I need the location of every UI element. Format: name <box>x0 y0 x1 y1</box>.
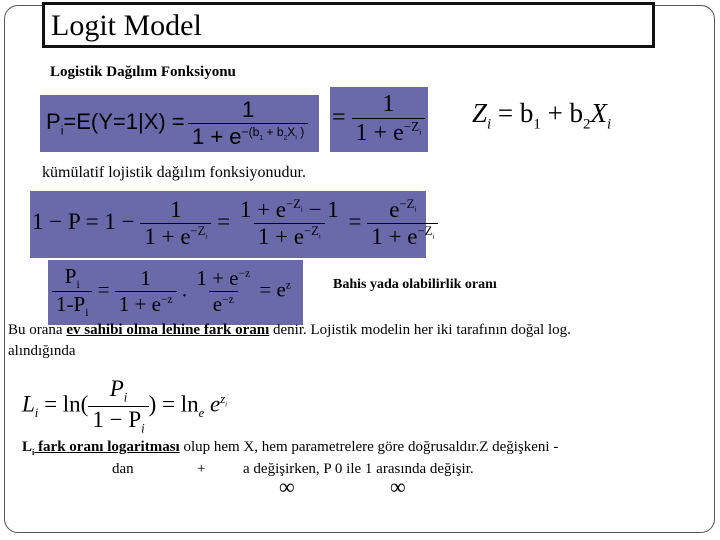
paragraph-3-dan: dan <box>112 461 134 477</box>
paragraph-3: a değişirken, P 0 ile 1 arasında değişir. <box>243 461 474 477</box>
eq5: $\frac{P_i}{1-P_i}$ = $\frac{1}{1 + e^{-z}}$ . $\frac{1 + e^{-z}}{e^{-z}}$ = $e^z$ <box>52 264 291 319</box>
eq3: $Z_i = b_1 + b_2X_i$ <box>472 98 612 133</box>
infinity-symbol-1: ∞ <box>279 474 295 499</box>
equation-box-1 <box>40 95 319 152</box>
eq2: = $\frac{1}{1 + e^{-Z_i}}$ <box>332 91 425 147</box>
eq1-lhs: $P_i=E(Y=1|X)$ = <box>46 109 185 138</box>
paragraph-1: Bu orana ev sahibi olma lehine fark oranı denir. Lojistik modelin her iki tarafının doğal log. <box>8 322 571 338</box>
odds-label: Bahis yada olabilirlik oranı <box>333 277 497 292</box>
cdf-text: kümülatif lojistik dağılım fonksiyonudur. <box>42 164 306 181</box>
equation-box-4 <box>30 191 435 258</box>
subtitle: Logistik Dağılım Fonksiyonu <box>50 64 236 80</box>
eq1-fraction: $\frac{1}{1 + e^{-(b_1 + b_2X_i )}}$ <box>188 97 308 150</box>
equation-box-5 <box>48 260 303 325</box>
eq6: $L_i = \ln$( $\frac{P_i}{1 - P_i}$ ) = $\ln_e e^{z_i}$ <box>22 376 228 436</box>
eq4: 1 − P = 1 − $\frac{1}{1 + e^{-Z_i}}$ = $\frac{1 + e^{-Z_i} - 1}{1 + e^{-Z_i}}$ = $\frac{e^{-Z_i}}{1 + e^{-Z_i}}$ <box>32 197 438 250</box>
paragraph-2: $L_i$ fark oranı logaritması olup hem X, hem parametrelere göre doğrusaldır.Z değişkeni - <box>22 439 559 457</box>
paragraph-1-line2: alındığında <box>8 343 76 359</box>
slide-title: Logit Model <box>51 9 202 42</box>
infinity-symbol-2: ∞ <box>390 474 406 499</box>
equation-box-2 <box>330 87 428 152</box>
title-box <box>42 2 655 48</box>
paragraph-3-plus: + <box>197 461 206 477</box>
